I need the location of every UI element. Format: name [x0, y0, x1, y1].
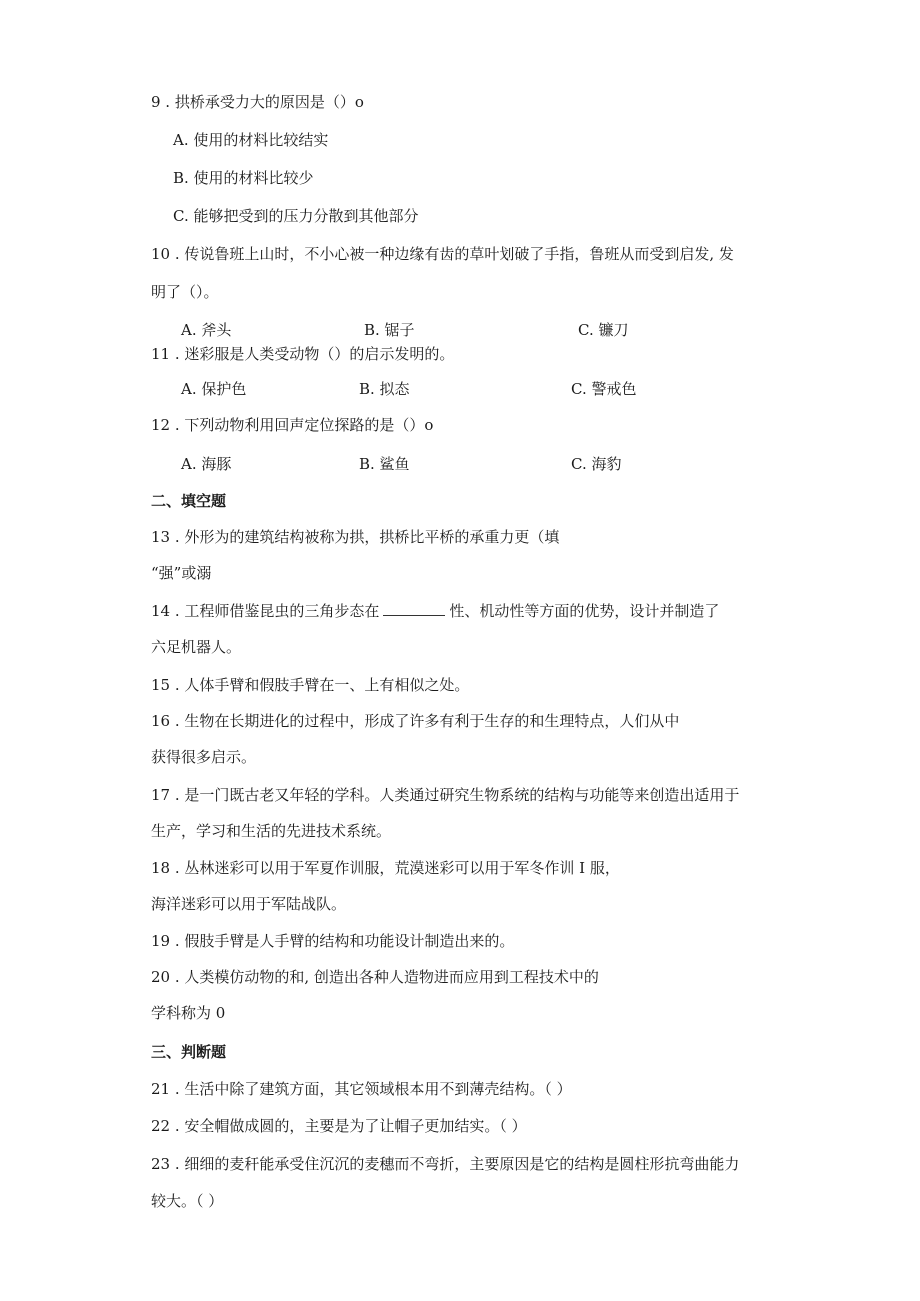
q12-option-c: C. 海豹 — [571, 455, 622, 473]
q11-option-b: B. 拟态 — [359, 380, 410, 398]
section-true-false-heading: 三、判断题 — [151, 1043, 227, 1061]
q10-option-a: A. 斧头 — [181, 321, 232, 339]
q10-option-c: C. 镰刀 — [578, 321, 629, 339]
q18-line2: 海洋迷彩可以用于军陆战队。 — [151, 895, 347, 913]
q9-stem: 9 . 拱桥承受力大的原因是（）o — [151, 93, 364, 111]
q14-blank — [383, 601, 445, 616]
q11-option-c: C. 警戒色 — [571, 380, 637, 398]
q17-line2: 生产，学习和生活的先进技术系统。 — [151, 822, 392, 840]
q9-option-b: B. 使用的材料比较少 — [173, 169, 314, 187]
q9-option-a: A. 使用的材料比较结实 — [173, 131, 329, 149]
q13-line1: 13 . 外形为的建筑结构被称为拱，拱桥比平桥的承重力更（填 — [151, 528, 560, 546]
q18-line1: 18 . 丛林迷彩可以用于军夏作训服，荒漠迷彩可以用于军冬作训 I 服， — [151, 859, 620, 877]
q22-line1: 22 . 安全帽做成圆的，主要是为了让帽子更加结实。（ ） — [151, 1117, 527, 1135]
q21-line1: 21 . 生活中除了建筑方面，其它领域根本用不到薄壳结构。（ ） — [151, 1080, 572, 1098]
q23-line2: 较大。（ ） — [151, 1192, 224, 1210]
q17-line1: 17 . 是一门既古老又年轻的学科。人类通过研究生物系统的结构与功能等来创造出适用于 — [151, 786, 740, 804]
q13-line2: “强”或溺 — [151, 564, 212, 582]
q20-line1: 20 . 人类模仿动物的和, 创造出各种人造物进而应用到工程技术中的 — [151, 968, 599, 986]
q12-option-a: A. 海豚 — [181, 455, 232, 473]
q12-stem: 12 . 下列动物利用回声定位探路的是（）o — [151, 416, 434, 434]
q11-stem: 11 . 迷彩服是人类受动物（）的启示发明的。 — [151, 345, 455, 363]
q10-stem-line2: 明了（）。 — [151, 283, 219, 301]
q10-stem-line1: 10 . 传说鲁班上山时，不小心被一种边缘有齿的草叶划破了手指，鲁班从而受到启发, 发 — [151, 245, 734, 263]
q14-line2: 六足机器人。 — [151, 638, 242, 656]
q12-option-b: B. 鲨鱼 — [359, 455, 410, 473]
q14-line1-part2: 性、机动性等方面的优势，设计并制造了 — [449, 602, 720, 620]
q15-line1: 15 . 人体手臂和假肢手臂在一、上有相似之处。 — [151, 676, 470, 694]
q20-line2: 学科称为 0 — [151, 1004, 226, 1022]
q14-line1 — [151, 601, 719, 621]
section-fill-in-heading: 二、填空题 — [151, 492, 227, 510]
q10-option-b: B. 锯子 — [364, 321, 415, 339]
q16-line2: 获得很多启示。 — [151, 748, 257, 766]
q23-line1: 23 . 细细的麦秆能承受住沉沉的麦穗而不弯折，主要原因是它的结构是圆柱形抗弯曲能力 — [151, 1155, 740, 1173]
q14-line1-part1: 14 . 工程师借鉴昆虫的三角步态在 — [151, 602, 380, 620]
q9-option-c: C. 能够把受到的压力分散到其他部分 — [173, 207, 419, 225]
q19-line1: 19 . 假肢手臂是人手臂的结构和功能设计制造出来的。 — [151, 932, 515, 950]
q11-option-a: A. 保护色 — [181, 380, 247, 398]
q16-line1: 16 . 生物在长期进化的过程中，形成了许多有利于生存的和生理特点，人们从中 — [151, 712, 680, 730]
